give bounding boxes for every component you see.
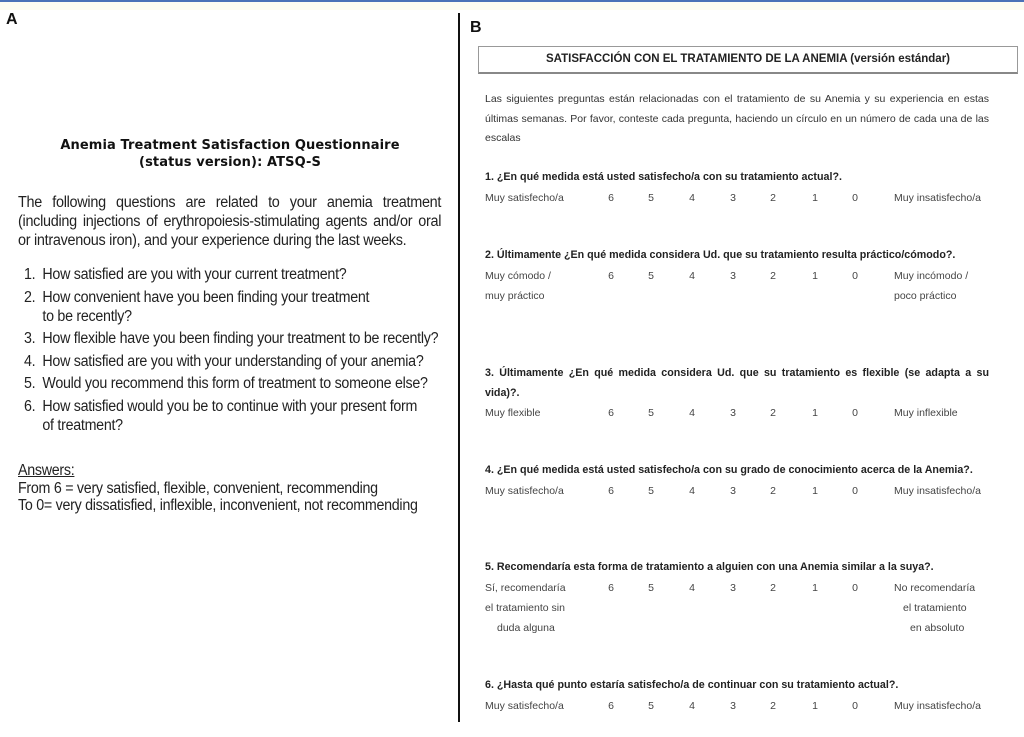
scale-right-label: Muy insatisfecho/a [894, 191, 981, 204]
question-text: 5. Recomendaría esta forma de tratamiento a alguien con una Anemia similar a la suya?. [485, 561, 934, 573]
scale-option-4[interactable]: 4 [689, 484, 695, 497]
scale-option-4[interactable]: 4 [689, 269, 695, 282]
answers-line-1: From 6 = very satisfied, flexible, convenient, recommending [18, 479, 378, 497]
scale-right-label-line-2: poco práctico [894, 289, 957, 302]
question-text: How satisfied are you with your current treatment? [42, 266, 347, 283]
scale-left-label-line-2: el tratamiento sin [485, 601, 565, 614]
scale-option-4[interactable]: 4 [689, 581, 695, 594]
question-item [24, 329, 443, 348]
panel-a-intro: The following questions are related to your anemia treatment (including injections of erythropoiesis-stimulating agents and/or oral or intravenous iron), and your experience during the last weeks. [18, 194, 442, 249]
scale-option-2[interactable]: 2 [770, 191, 776, 204]
scale-option-3[interactable]: 3 [730, 484, 736, 497]
scale-option-1[interactable]: 1 [812, 191, 818, 204]
panel-b-intro: Las siguientes preguntas están relacionadas con el tratamiento de su Anemia y su experiencia en estas últimas semanas. Por favor, conteste cada pregunta, haciendo un círculo en un número de cada una de las escalas [485, 93, 989, 144]
scale-option-6[interactable]: 6 [608, 581, 614, 594]
question-text: 6. ¿Hasta qué punto estaría satisfecho/a de continuar con su tratamiento actual?. [485, 679, 899, 691]
scale-option-1[interactable]: 1 [812, 484, 818, 497]
question-number: 3. [24, 330, 36, 347]
scale-left-label: Muy cómodo / [485, 269, 551, 282]
question-number: 6. [24, 397, 36, 415]
question-number: 1. [24, 266, 36, 283]
question-text: How convenient have you been finding your treatment to be recently? [42, 288, 370, 325]
question-text: Would you recommend this form of treatment to someone else? [42, 375, 428, 392]
scale-option-2[interactable]: 2 [770, 581, 776, 594]
panel-b-label: B [470, 19, 482, 36]
scale-option-1[interactable]: 1 [812, 581, 818, 594]
scale-option-0[interactable]: 0 [852, 581, 858, 594]
scale-label-continuation [485, 598, 989, 618]
scale-option-2[interactable]: 2 [770, 407, 776, 419]
question-block-1 [485, 168, 989, 208]
scale-option-2[interactable]: 2 [770, 269, 776, 282]
scale-left-label: Muy satisfecho/a [485, 699, 564, 712]
scale-option-6[interactable]: 6 [608, 191, 614, 204]
rating-scale [485, 696, 989, 716]
scale-option-5[interactable]: 5 [648, 699, 654, 712]
question-block-5 [485, 558, 989, 638]
question-item [24, 352, 443, 371]
question-text: How flexible have you been finding your treatment to be recently? [42, 330, 439, 347]
question-text: 1. ¿En qué medida está usted satisfecho/a con su tratamiento actual?. [485, 171, 842, 183]
scale-option-5[interactable]: 5 [648, 581, 654, 594]
title-line-2: (status version): ATSQ-S [139, 155, 321, 170]
top-band [0, 2, 1024, 10]
scale-label-continuation [485, 618, 989, 638]
panel-divider [458, 13, 460, 722]
scale-left-label-line-2: muy práctico [485, 289, 545, 302]
question-block-6 [485, 676, 989, 716]
question-text: 3. Últimamente ¿En qué medida considera Ud. que su tratamiento es flexible (se adapta a su vida)?. [485, 367, 989, 399]
scale-option-6[interactable]: 6 [608, 269, 614, 282]
question-item [24, 374, 443, 393]
scale-option-3[interactable]: 3 [730, 191, 736, 204]
question-number: 4. [24, 352, 36, 370]
scale-right-label: Muy inflexible [894, 407, 958, 419]
question-text: 4. ¿En qué medida está usted satisfecho/a con su grado de conocimiento acerca de la Anemia?. [485, 464, 973, 476]
scale-option-0[interactable]: 0 [852, 191, 858, 204]
scale-option-3[interactable]: 3 [730, 407, 736, 419]
scale-left-label: Muy flexible [485, 407, 541, 419]
scale-option-6[interactable]: 6 [608, 484, 614, 497]
answers-heading: Answers: [18, 462, 75, 479]
scale-left-label: Muy satisfecho/a [485, 191, 564, 204]
scale-option-5[interactable]: 5 [648, 191, 654, 204]
scale-left-label: Muy satisfecho/a [485, 484, 564, 497]
rating-scale [485, 481, 989, 501]
scale-right-label-line-3: en absoluto [910, 621, 965, 634]
title-line-1: Anemia Treatment Satisfaction Questionnaire [60, 138, 400, 153]
question-number: 5. [24, 375, 36, 392]
rating-scale [485, 403, 989, 423]
panel-a-answers [18, 462, 441, 515]
scale-option-2[interactable]: 2 [770, 699, 776, 712]
scale-option-0[interactable]: 0 [852, 699, 858, 712]
scale-option-5[interactable]: 5 [648, 484, 654, 497]
scale-option-1[interactable]: 1 [812, 407, 818, 419]
scale-right-label: No recomendaría [894, 581, 976, 594]
scale-option-4[interactable]: 4 [689, 699, 695, 712]
rating-scale [485, 188, 989, 208]
scale-option-0[interactable]: 0 [852, 269, 858, 282]
scale-option-3[interactable]: 3 [730, 269, 736, 282]
answers-line-2: To 0= very dissatisfied, inflexible, inconvenient, not recommending [18, 497, 418, 514]
scale-right-label-line-2: el tratamiento [903, 601, 967, 614]
scale-left-label: Sí, recomendaría [485, 581, 566, 594]
scale-right-label: Muy incómodo / [894, 269, 969, 282]
scale-option-3[interactable]: 3 [730, 581, 736, 594]
panel-b-header: SATISFACCIÓN CON EL TRATAMIENTO DE LA ANEMIA (versión estándar) [478, 46, 1018, 74]
question-number: 2. [24, 288, 36, 306]
question-item [24, 397, 443, 435]
scale-option-4[interactable]: 4 [689, 407, 695, 419]
scale-option-0[interactable]: 0 [852, 407, 858, 419]
question-item [24, 288, 443, 326]
question-text: How satisfied would you be to continue with your present form of treatment? [42, 397, 418, 434]
question-block-2 [485, 246, 989, 306]
panel-a-label: A [6, 11, 18, 28]
question-block-3 [485, 364, 989, 423]
scale-option-6[interactable]: 6 [608, 407, 614, 419]
scale-option-1[interactable]: 1 [812, 269, 818, 282]
scale-right-label: Muy insatisfecho/a [894, 484, 981, 497]
question-text: How satisfied are you with your understanding of your anemia? [42, 352, 424, 370]
scale-option-5[interactable]: 5 [648, 269, 654, 282]
scale-option-2[interactable]: 2 [770, 484, 776, 497]
rating-scale [485, 266, 989, 286]
scale-option-1[interactable]: 1 [812, 699, 818, 712]
rating-scale [485, 578, 989, 598]
panel-a-title [0, 137, 460, 171]
scale-option-3[interactable]: 3 [730, 699, 736, 712]
question-block-4 [485, 461, 989, 501]
panel-a-question-list [24, 265, 464, 438]
scale-option-6[interactable]: 6 [608, 699, 614, 712]
scale-option-5[interactable]: 5 [648, 407, 654, 419]
scale-label-continuation [485, 286, 989, 306]
question-item [24, 265, 443, 284]
scale-option-4[interactable]: 4 [689, 191, 695, 204]
scale-left-label-line-3: duda alguna [497, 621, 555, 634]
scale-option-0[interactable]: 0 [852, 484, 858, 497]
scale-right-label: Muy insatisfecho/a [894, 699, 981, 712]
question-text: 2. Últimamente ¿En qué medida considera Ud. que su tratamiento resulta práctico/cómodo?. [485, 249, 956, 261]
